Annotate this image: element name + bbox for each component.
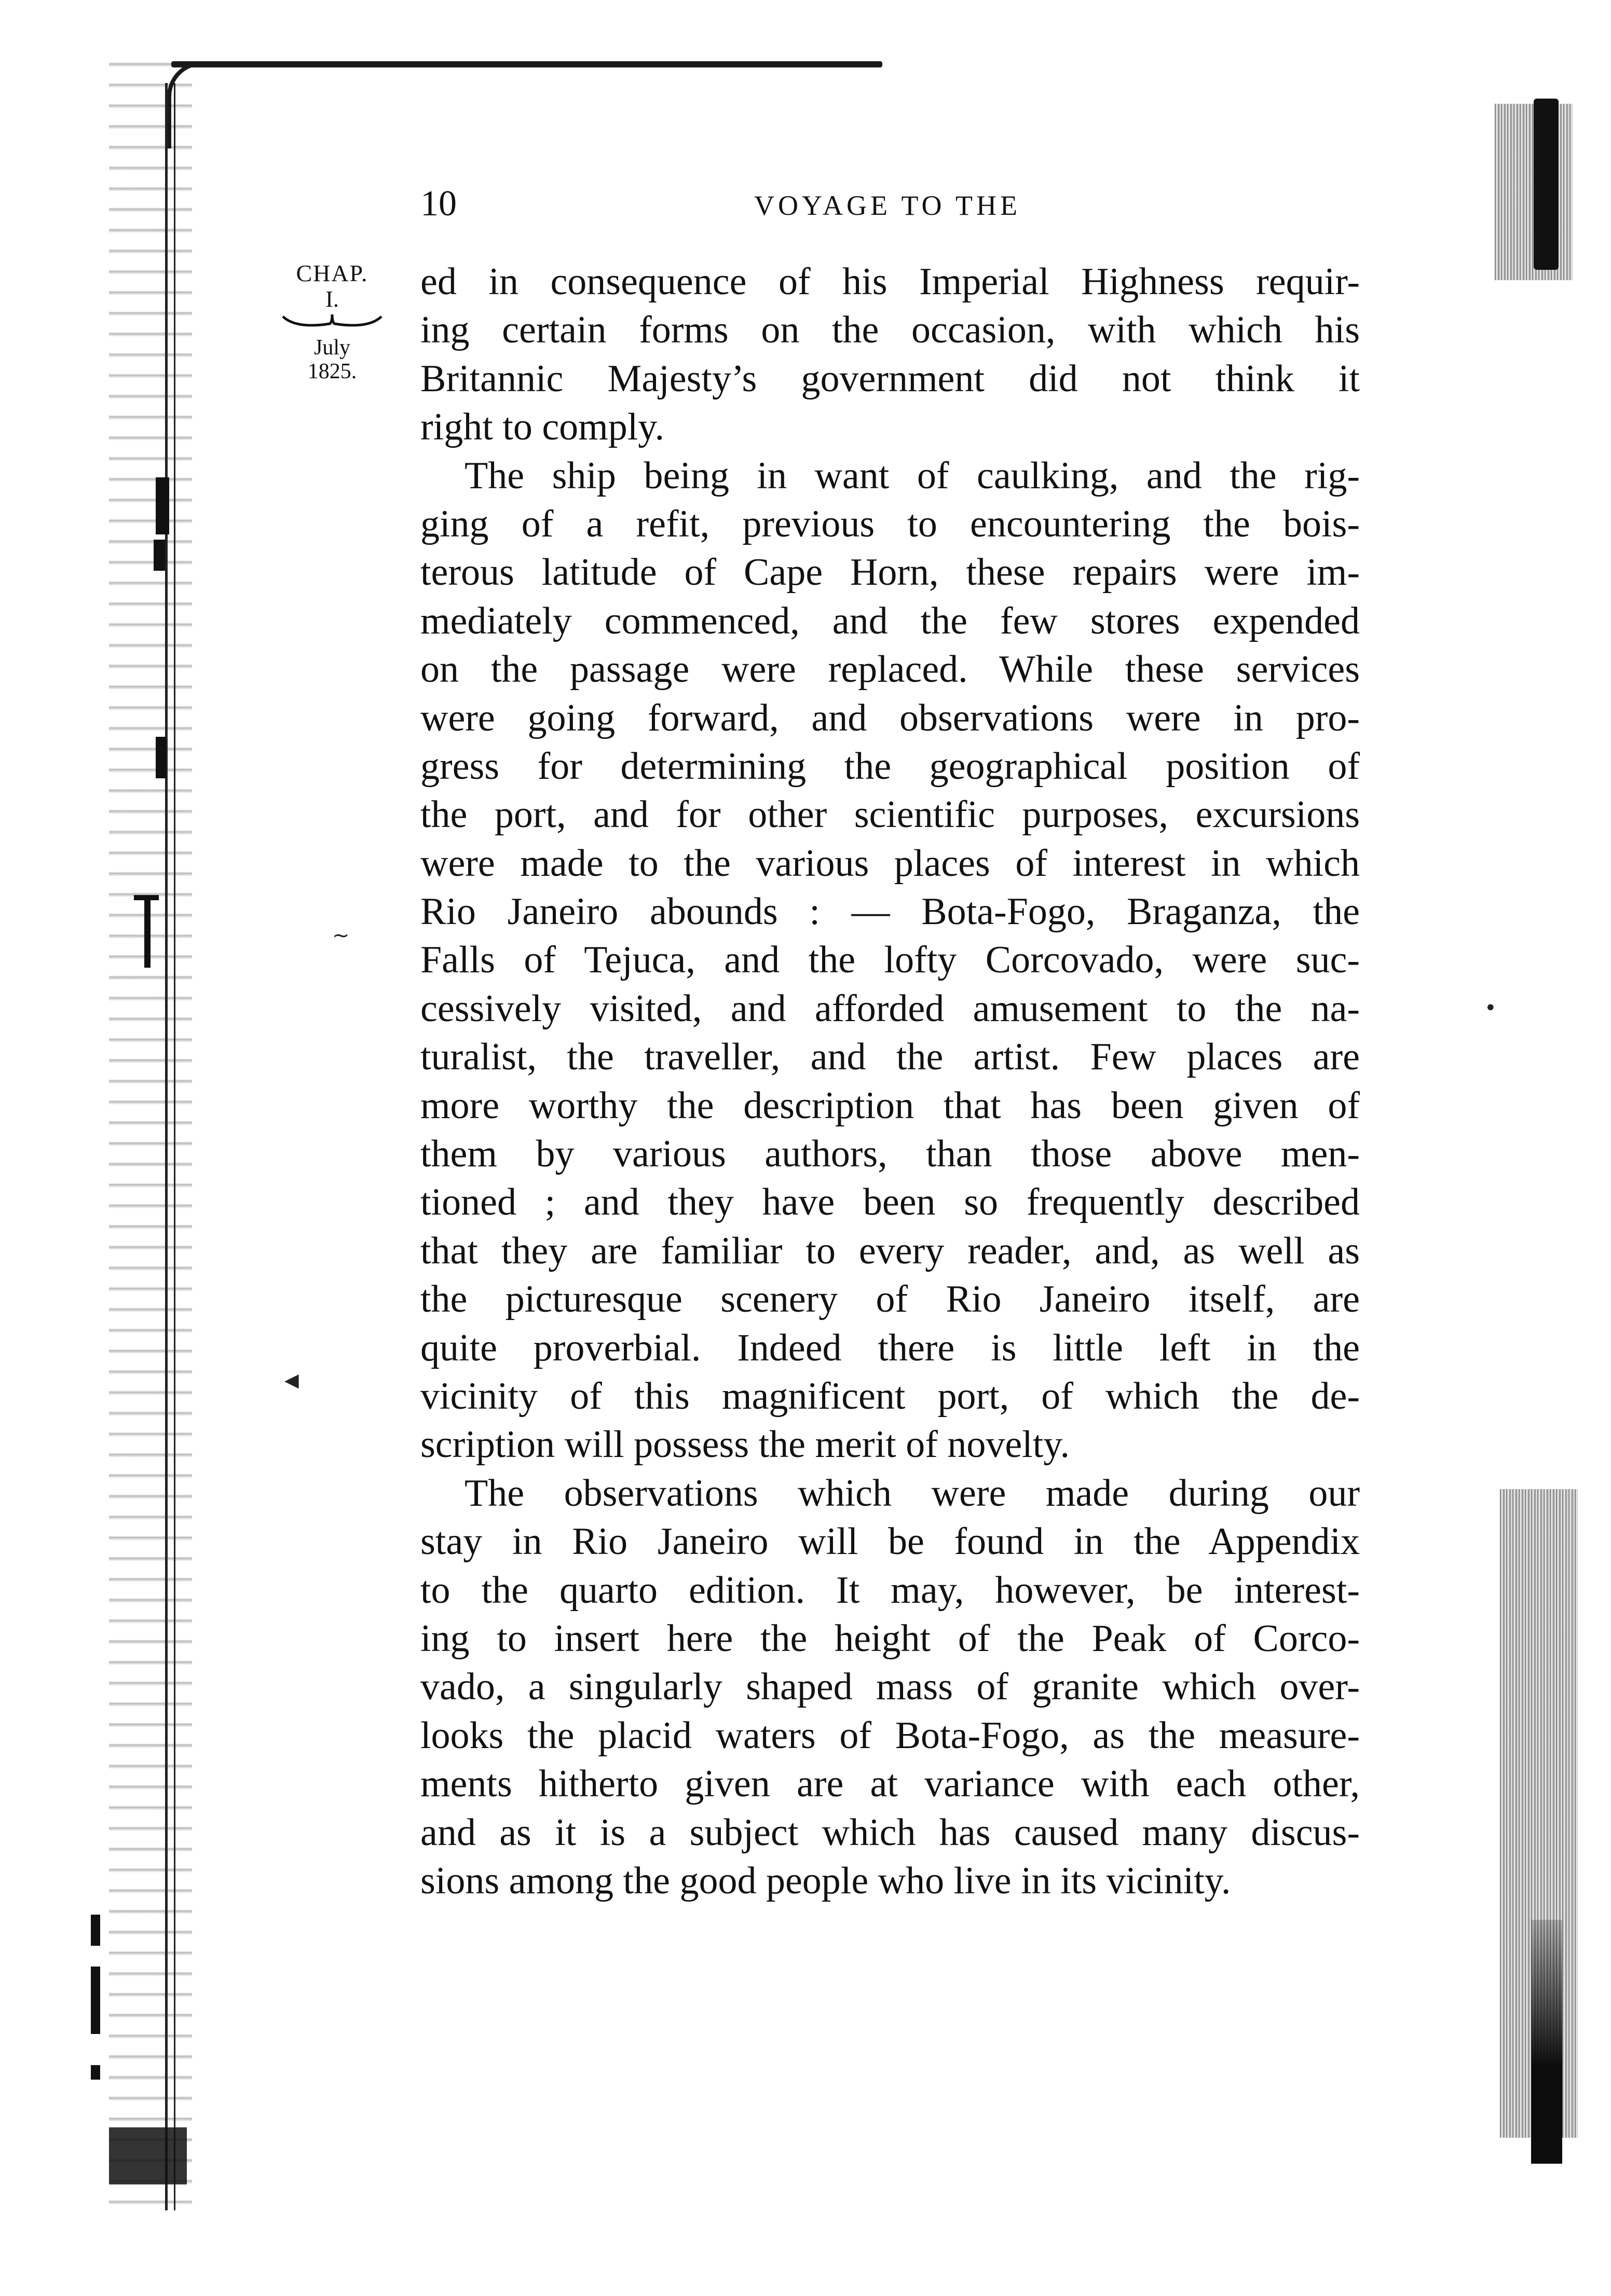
scan-binding-blot — [144, 895, 151, 968]
scan-binding-blot — [109, 2127, 187, 2184]
text-line: tioned ; and they have been so frequently described — [420, 1181, 1360, 1224]
text-line: vado, a singularly shaped mass of granite which over- — [420, 1666, 1360, 1709]
text-line: vicinity of this magnificent port, of which the de- — [420, 1374, 1360, 1418]
scan-speck: ∼ — [332, 924, 350, 947]
text-line: the picturesque scenery of Rio Janeiro itself, are — [420, 1278, 1360, 1321]
brace-ornament-icon — [280, 311, 384, 332]
scan-binding-blot — [156, 477, 169, 534]
scan-binding-blot — [91, 1915, 100, 1946]
text-line: Rio Janeiro abounds : — Bota-Fogo, Braganza, the — [420, 890, 1360, 933]
text-line: quite proverbial. Indeed there is little left in the — [420, 1326, 1360, 1369]
margin-chapter-number: I. — [325, 286, 339, 312]
text-line: mediately commenced, and the few stores expended — [420, 599, 1360, 642]
running-head — [0, 181, 1611, 227]
body-text — [420, 258, 1360, 1905]
text-line: the port, and for other scientific purposes, excursions — [420, 793, 1360, 836]
scan-binding-blot — [91, 1967, 100, 2034]
scan-binding-blot — [91, 2065, 100, 2080]
text-line: ging of a refit, previous to encountering the bois- — [420, 502, 1360, 545]
text-line: looks the placid waters of Bota-Fogo, as the measure- — [420, 1714, 1360, 1757]
scan-binding-blot — [154, 540, 165, 571]
text-line: right to comply. — [420, 406, 664, 449]
text-line: gress for determining the geographical position of — [420, 745, 1360, 788]
scan-binding-line — [174, 83, 175, 2210]
margin-year: 1825. — [307, 360, 357, 383]
scan-binding-shadow — [109, 62, 192, 2216]
text-line: terous latitude of Cape Horn, these repairs were im- — [420, 551, 1360, 594]
text-line: and as it is a subject which has caused many discus- — [420, 1811, 1360, 1854]
text-line: were going forward, and observations were in pro- — [420, 696, 1360, 739]
margin-note — [275, 259, 389, 383]
text-line: sions among the good people who live in its vicinity. — [420, 1859, 1231, 1902]
text-line: more worthy the description that has been given of — [420, 1084, 1360, 1127]
scan-top-rule — [171, 61, 882, 67]
margin-month: July — [313, 336, 350, 360]
paragraph — [420, 452, 1360, 1469]
text-line: turalist, the traveller, and the artist. Few places are — [420, 1036, 1360, 1079]
text-line: ed in consequence of his Imperial Highness requir- — [420, 260, 1360, 303]
text-line: ing certain forms on the occasion, with which his — [420, 309, 1360, 352]
scan-binding-blot — [156, 737, 166, 778]
text-line: on the passage were replaced. While these services — [420, 648, 1360, 691]
text-line: The observations which were made during our — [465, 1472, 1360, 1515]
text-line: to the quarto edition. It may, however, be interest- — [420, 1569, 1360, 1612]
running-title: VOYAGE TO THE — [754, 190, 1021, 221]
scan-binding-line — [165, 83, 168, 2210]
scan-speck: • — [1484, 996, 1497, 1020]
text-line: that they are familiar to every reader, and, as well as — [420, 1229, 1360, 1272]
text-line: ments hitherto given are at variance with each other, — [420, 1763, 1360, 1806]
text-line: Falls of Tejuca, and the lofty Corcovado, were suc- — [420, 939, 1360, 982]
page-number: 10 — [420, 184, 457, 224]
scan-right-edge-shadow — [1531, 1920, 1562, 2164]
margin-chapter-label: CHAP. — [296, 260, 368, 286]
paragraph — [420, 1469, 1360, 1906]
scan-speck: ◀ — [284, 1370, 299, 1391]
text-line: cessively visited, and afforded amusement to the na- — [420, 987, 1360, 1030]
text-line: stay in Rio Janeiro will be found in the Appendix — [420, 1520, 1360, 1563]
text-line: ing to insert here the height of the Peak of Corco- — [420, 1617, 1360, 1660]
text-line: them by various authors, than those above men- — [420, 1133, 1360, 1176]
paragraph — [420, 258, 1360, 452]
text-line: Britannic Majesty’s government did not think it — [420, 357, 1360, 400]
text-line: scription will possess the merit of novelty. — [420, 1423, 1070, 1466]
text-line: were made to the various places of interest in which — [420, 842, 1360, 885]
text-line: The ship being in want of caulking, and the rig- — [465, 454, 1360, 497]
